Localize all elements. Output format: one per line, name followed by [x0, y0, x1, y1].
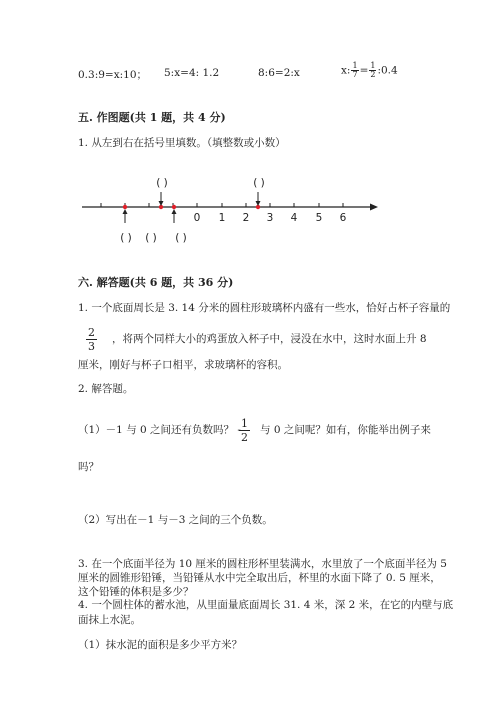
up-arrow-icon	[123, 209, 128, 214]
ratio-item-4-prefix: x:	[341, 64, 351, 77]
fraction-1-2	[369, 62, 376, 79]
fraction-denominator: 7	[352, 70, 358, 79]
question-3-line-2: 厘米的圆锥形铅锤，当铅锤从水中完全取出后，杯里的水面下降了 0. 5 厘米，	[78, 572, 441, 584]
ratio-item-4-suffix: :0.4	[377, 64, 398, 77]
tick-label: 1	[218, 212, 226, 224]
number-line-ticks	[101, 203, 343, 207]
answer-bracket-bottom: ( )	[145, 232, 157, 244]
ratio-item-4	[341, 62, 398, 79]
red-point-marker	[172, 205, 176, 209]
question-2-sub-1-a: （1）－1 与 0 之间还有负数吗？ -	[78, 424, 241, 436]
tick-label: 6	[339, 212, 347, 224]
question-2-sub-1-b: 与 0 之间呢？如有，你能举出例子来	[260, 424, 431, 436]
section-6-title: 六. 解答题(共 6 题，共 36 分)	[78, 276, 234, 289]
question-1-line-3: 厘米，刚好与杯子口相平，求玻璃杯的容积。	[78, 359, 288, 371]
question-4-line-1: 4. 一个圆柱体的蓄水池，从里面量底面周长 31. 4 米，深 2 米，在它的内壁与底	[78, 599, 454, 611]
fraction-denominator: 3	[88, 340, 95, 353]
question-1-line-2: ，将两个同样大小的鸡蛋放入杯子中，浸没在水中，这时水面上升 8	[112, 333, 427, 345]
fraction-1-7	[351, 62, 358, 79]
up-arrow-icon	[172, 209, 177, 214]
question-2-sub-2: （2）写出在－1 与－3 之间的三个负数。	[78, 514, 273, 526]
fraction-numerator: 1	[370, 61, 376, 70]
tick-label: 4	[290, 212, 298, 224]
answer-bracket-top: ( )	[253, 177, 265, 189]
question-1-line-1: 1. 一个底面周长是 3. 14 分米的圆柱形玻璃杯内盛有一些水，恰好占杯子容量的	[78, 302, 451, 314]
ratio-item-4-equals: =	[359, 64, 369, 77]
question-4-line-2: 面抹上水泥。	[78, 614, 141, 626]
tick-label: 0	[193, 212, 201, 224]
tick-label: 3	[266, 212, 274, 224]
down-arrow-icon	[256, 201, 261, 206]
question-2-title: 2. 解答题。	[78, 383, 134, 395]
question-3-line-1: 3. 在一个底面半径为 10 厘米的圆柱形杯里装满水，水里放了一个底面半径为 5	[78, 558, 447, 570]
tick-label: 5	[315, 212, 323, 224]
number-line-figure	[0, 170, 500, 250]
fraction-2-3	[86, 326, 97, 353]
section-5-title: 五. 作图题(共 1 题，共 4 分)	[78, 111, 226, 124]
fraction-numerator: 1	[241, 417, 248, 430]
fraction-denominator: 2	[370, 70, 376, 79]
answer-bracket-top: ( )	[156, 177, 168, 189]
tick-label: 2	[242, 212, 250, 224]
down-arrow-icon	[159, 201, 164, 206]
question-2-sub-1-c: 吗？	[78, 461, 99, 473]
answer-bracket-bottom: ( )	[120, 232, 132, 244]
ratio-item-3: 8:6=2:x	[258, 67, 300, 79]
fraction-1-2-large	[239, 417, 250, 444]
answer-bracket-bottom: ( )	[175, 232, 187, 244]
fraction-numerator: 2	[88, 326, 95, 339]
ratio-item-2: 5:x=4: 1.2	[164, 67, 220, 79]
question-4-sub-1: （1）抹水泥的面积是多少平方米？	[78, 639, 243, 651]
fraction-numerator: 1	[352, 61, 358, 70]
section-5-question-1: 1. 从左到右在括号里填数。（填整数或小数）	[78, 137, 286, 149]
ratio-item-1: 0.3:9=x:10；	[78, 69, 148, 81]
number-line-arrowhead	[370, 204, 378, 211]
fraction-denominator: 2	[241, 431, 248, 444]
question-3-line-3: 这个铅锤的体积是多少？	[78, 586, 194, 598]
red-point-marker	[123, 205, 127, 209]
